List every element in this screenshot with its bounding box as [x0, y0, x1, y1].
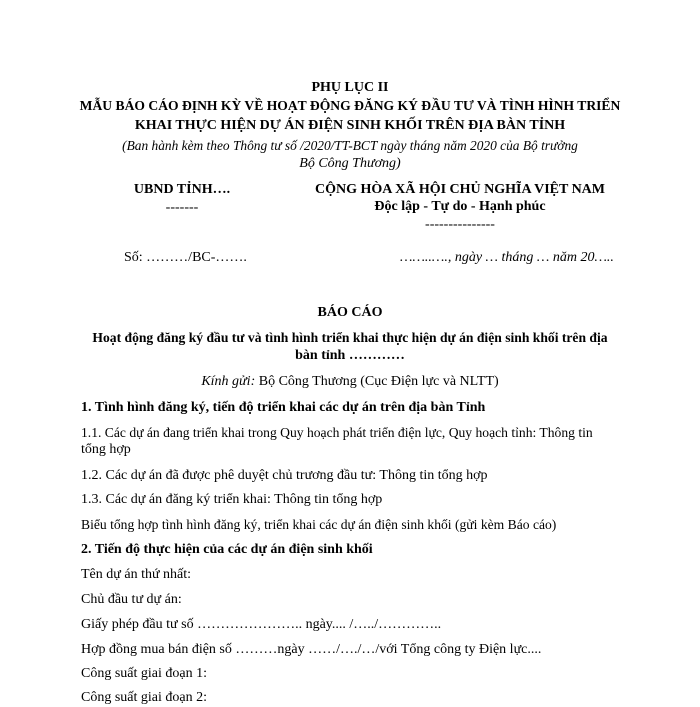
- item-1-3: 1.3. Các dự án đăng ký triển khai: Thông tin tổng hợp: [81, 492, 383, 507]
- recipient-prefix: Kính gửi:: [201, 374, 256, 389]
- document-date: ……..…., ngày … tháng … năm 20…..: [400, 250, 614, 265]
- section2-heading: 2. Tiến độ thực hiện của các dự án điện sinh khối: [81, 542, 373, 557]
- motto-dash: ---------------: [425, 217, 495, 232]
- investor-field: Chủ đầu tư dự án:: [81, 592, 182, 607]
- issued-note-line1: (Ban hành kèm theo Thông tư số /2020/TT-BCT ngày tháng năm 2020 của Bộ trưởng: [122, 138, 578, 153]
- recipient-line: [0, 373, 700, 391]
- org-name: UBND TỈNH….: [133, 182, 231, 197]
- appendix-title: PHỤ LỤC II: [311, 80, 389, 95]
- item-1-1-line1: 1.1. Các dự án đang triển khai trong Quy hoạch phát triển điện lực, Quy hoạch tỉnh: Thông tin: [81, 425, 593, 440]
- project-name-field: Tên dự án thứ nhất:: [81, 567, 192, 582]
- investment-license-field: Giấy phép đầu tư số ………………….. ngày.... /…../…………..: [81, 617, 442, 632]
- report-title-line1: MẪU BÁO CÁO ĐỊNH KỲ VỀ HOẠT ĐỘNG ĐĂNG KÝ ĐẦU TƯ VÀ TÌNH HÌNH TRIỂN: [79, 98, 621, 113]
- nation-title: CỘNG HÒA XÃ HỘI CHỦ NGHĨA VIỆT NAM: [314, 182, 605, 197]
- document-number: Số: ………/BC-…….: [124, 250, 247, 265]
- section1-heading: 1. Tình hình đăng ký, tiến độ triển khai các dự án trên địa bàn Tỉnh: [81, 400, 486, 415]
- capacity-phase2-field: Công suất giai đoạn 2:: [81, 690, 207, 705]
- report-title-line2: KHAI THỰC HIỆN DỰ ÁN ĐIỆN SINH KHỐI TRÊN ĐỊA BÀN TỈNH: [134, 118, 566, 133]
- report-subject-line2: bàn tỉnh …………: [295, 348, 405, 363]
- item-1-1-line2: tổng hợp: [81, 442, 131, 457]
- recipient: Bộ Công Thương (Cục Điện lực và NLTT): [255, 374, 499, 389]
- issued-note-line2: Bộ Công Thương): [299, 156, 401, 171]
- org-dash: -------: [165, 200, 199, 215]
- report-subject-line1: Hoạt động đăng ký đầu tư và tình hình triển khai thực hiện dự án điện sinh khối trên địa: [92, 330, 608, 345]
- power-purchase-agreement-field: Hợp đồng mua bán điện số ………ngày ……/…./…/với Tổng công ty Điện lực....: [81, 642, 542, 657]
- national-motto: Độc lập - Tự do - Hạnh phúc: [374, 199, 546, 214]
- report-label: BÁO CÁO: [317, 305, 383, 320]
- item-1-2: 1.2. Các dự án đã được phê duyệt chủ trương đầu tư: Thông tin tổng hợp: [81, 468, 488, 483]
- capacity-phase1-field: Công suất giai đoạn 1:: [81, 666, 207, 681]
- summary-table-note: Biểu tổng hợp tình hình đăng ký, triển khai các dự án điện sinh khối (gửi kèm Báo cáo): [81, 517, 557, 532]
